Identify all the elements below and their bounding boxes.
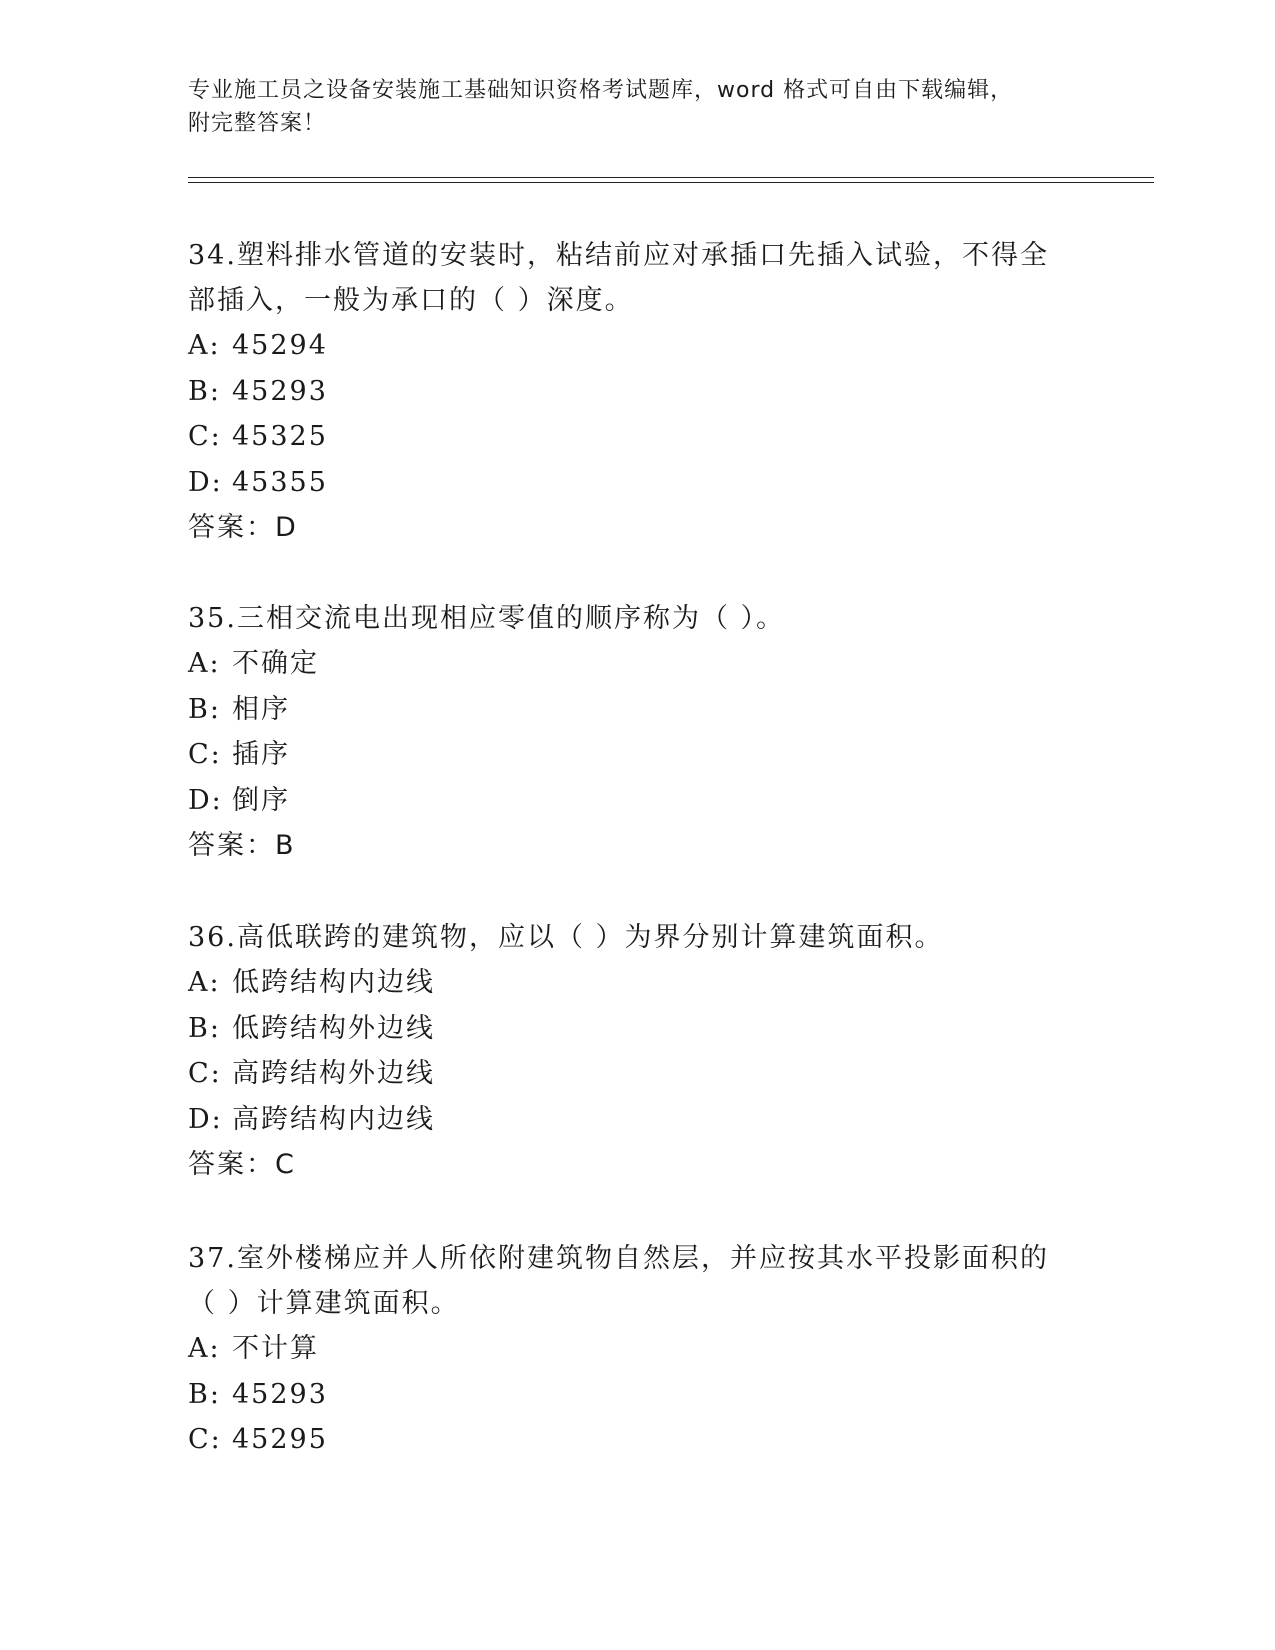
option-key: B:	[188, 1378, 221, 1410]
question-stem: 35.三相交流电出现相应零值的顺序称为（ ）。	[188, 603, 786, 634]
option-key: C:	[188, 1424, 222, 1455]
option-d	[188, 778, 1088, 824]
option-text: 高跨结构外边线	[232, 1058, 435, 1089]
option-d	[188, 1097, 1088, 1143]
option-a	[188, 323, 1088, 369]
option-text: 不计算	[232, 1333, 319, 1364]
option-b	[188, 687, 1088, 733]
option-c	[188, 1051, 1088, 1097]
option-key: D:	[188, 1103, 223, 1135]
option-b	[188, 1006, 1088, 1052]
option-c	[188, 732, 1088, 778]
option-text: 45295	[232, 1424, 328, 1455]
header-divider-bottom	[188, 182, 1154, 183]
option-text: 相序	[232, 693, 290, 725]
option-text: 不确定	[232, 648, 319, 679]
question-34	[188, 233, 1088, 550]
header-line-2: 附完整答案！	[188, 111, 327, 136]
option-key: B:	[188, 1012, 221, 1044]
option-key: D:	[188, 784, 223, 816]
option-text: 低跨结构内边线	[232, 967, 435, 998]
answer: 答案：C	[188, 1149, 296, 1180]
option-text: 45293	[232, 1378, 328, 1410]
option-key: A:	[188, 330, 221, 361]
header-line-1: 专业施工员之设备安装施工基础知识资格考试题库，word 格式可自由下载编辑，	[188, 78, 1014, 103]
option-text: 45355	[232, 466, 328, 498]
document-header	[188, 74, 1068, 140]
option-key: A:	[188, 967, 221, 998]
question-37	[188, 1236, 1088, 1463]
question-36	[188, 915, 1088, 1187]
option-a	[188, 641, 1088, 687]
option-a	[188, 960, 1088, 1006]
option-key: C:	[188, 1058, 222, 1089]
option-c	[188, 414, 1088, 460]
option-text: 倒序	[232, 784, 290, 816]
option-key: A:	[188, 648, 221, 679]
option-key: C:	[188, 421, 222, 452]
question-stem: 36.高低联跨的建筑物，应以（ ）为界分别计算建筑面积。	[188, 922, 944, 953]
option-d	[188, 460, 1088, 506]
option-key: B:	[188, 693, 221, 725]
answer: 答案：D	[188, 512, 298, 543]
option-text: 45294	[232, 330, 328, 361]
option-text: 低跨结构外边线	[232, 1012, 435, 1044]
question-35	[188, 596, 1088, 868]
option-text: 45293	[232, 375, 328, 407]
option-c	[188, 1417, 1088, 1463]
option-key: D:	[188, 466, 223, 498]
option-key: A:	[188, 1333, 221, 1364]
option-key: B:	[188, 375, 221, 407]
question-stem: 37.室外楼梯应并人所依附建筑物自然层，并应按其水平投影面积的（ ）计算建筑面积。	[188, 1243, 1049, 1319]
header-divider-top	[188, 177, 1154, 178]
answer: 答案：B	[188, 830, 296, 861]
option-text: 高跨结构内边线	[232, 1103, 435, 1135]
option-a	[188, 1326, 1088, 1372]
option-b	[188, 1372, 1088, 1418]
option-key: C:	[188, 739, 222, 770]
option-text: 45325	[232, 421, 328, 452]
option-text: 插序	[232, 739, 290, 770]
option-b	[188, 369, 1088, 415]
question-stem: 34.塑料排水管道的安装时，粘结前应对承插口先插入试验，不得全部插入，一般为承口的（ ）深度。	[188, 240, 1049, 316]
